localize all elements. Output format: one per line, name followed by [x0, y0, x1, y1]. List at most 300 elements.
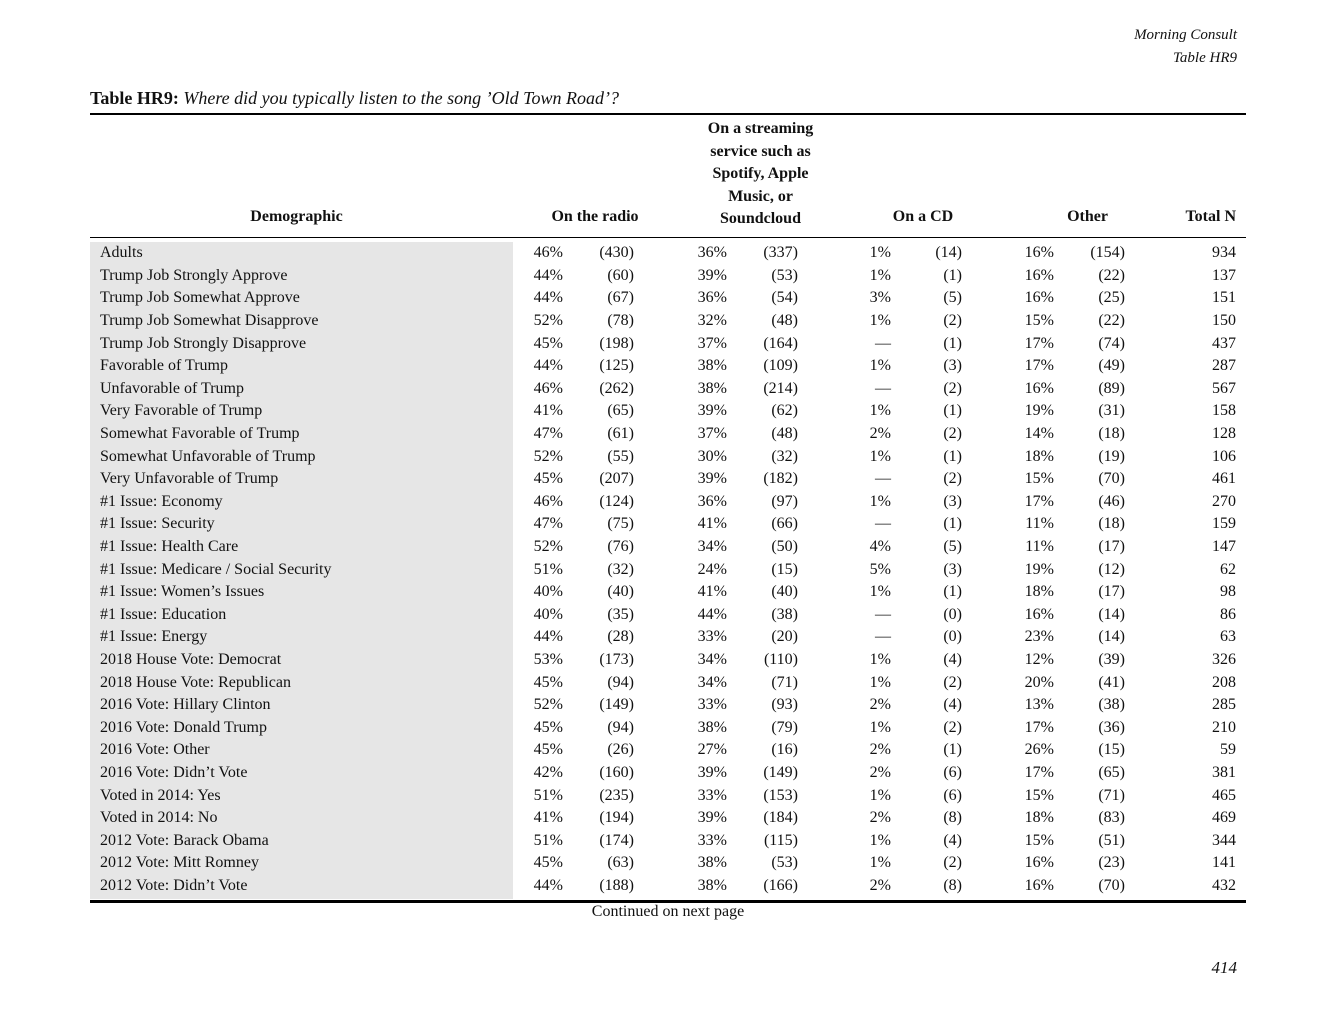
cell-cd-n: (2) — [943, 379, 962, 397]
cell-streaming-n: (48) — [771, 425, 798, 443]
cell-other-pct: 19% — [1024, 560, 1054, 578]
table-row — [90, 355, 1236, 378]
table-row — [90, 491, 1236, 514]
cell-total-n: 465 — [1212, 786, 1236, 804]
cell-other-pct: 17% — [1024, 334, 1054, 352]
cell-radio-n: (207) — [599, 470, 634, 488]
cell-other-pct: 14% — [1024, 425, 1054, 443]
cell-other-n: (49) — [1098, 357, 1125, 375]
page-number: 414 — [1211, 958, 1237, 977]
col-header-streaming — [678, 118, 843, 231]
cell-total-n: 287 — [1212, 357, 1236, 375]
cell-streaming-n: (32) — [771, 447, 798, 465]
cell-demographic: Very Favorable of Trump — [100, 402, 263, 420]
cell-cd-n: (2) — [943, 425, 962, 443]
cell-total-n: 270 — [1212, 492, 1236, 510]
cell-total-n: 137 — [1212, 266, 1236, 284]
cell-demographic: #1 Issue: Security — [100, 515, 215, 533]
cell-cd-n: (3) — [943, 492, 962, 510]
cell-radio-n: (40) — [607, 583, 634, 601]
cell-radio-pct: 44% — [533, 357, 563, 375]
cell-other-pct: 16% — [1024, 876, 1054, 894]
cell-radio-pct: 52% — [533, 447, 563, 465]
cell-other-pct: 16% — [1024, 266, 1054, 284]
continued-note: Continued on next page — [591, 903, 745, 920]
cell-other-pct: 16% — [1024, 379, 1054, 397]
cell-radio-pct: 47% — [533, 425, 563, 443]
cell-streaming-pct: 37% — [697, 334, 727, 352]
cell-streaming-n: (48) — [771, 312, 798, 330]
cell-cd-n: (5) — [943, 538, 962, 556]
cell-total-n: 461 — [1212, 470, 1236, 488]
cell-radio-n: (149) — [599, 696, 634, 714]
cell-other-n: (46) — [1098, 492, 1125, 510]
cell-radio-n: (94) — [607, 718, 634, 736]
cell-radio-n: (173) — [599, 650, 634, 668]
table-row — [90, 310, 1236, 333]
cell-radio-n: (26) — [607, 741, 634, 759]
cell-cd-pct: 1% — [869, 673, 891, 691]
cell-total-n: 432 — [1212, 876, 1236, 894]
cell-cd-pct: 1% — [869, 244, 891, 262]
table-row — [90, 332, 1236, 355]
cell-streaming-pct: 32% — [697, 312, 727, 330]
cell-cd-n: (2) — [943, 718, 962, 736]
cell-cd-n: (0) — [943, 605, 962, 623]
cell-radio-n: (125) — [599, 357, 634, 375]
cell-streaming-n: (153) — [763, 786, 798, 804]
cell-demographic: Voted in 2014: No — [100, 809, 218, 827]
cell-other-pct: 26% — [1024, 741, 1054, 759]
cell-streaming-pct: 36% — [697, 492, 727, 510]
cell-cd-pct: 3% — [869, 289, 891, 307]
col-header-radio: On the radio — [551, 208, 639, 225]
cell-other-n: (17) — [1098, 583, 1125, 601]
cell-radio-n: (235) — [599, 786, 634, 804]
cell-streaming-pct: 44% — [697, 605, 727, 623]
table-row — [90, 581, 1236, 604]
cell-streaming-n: (115) — [763, 831, 798, 849]
cell-cd-n: (1) — [943, 447, 962, 465]
cell-radio-pct: 44% — [533, 876, 563, 894]
cell-other-n: (89) — [1098, 379, 1125, 397]
cell-total-n: 208 — [1212, 673, 1236, 691]
cell-other-pct: 11% — [1025, 538, 1054, 556]
cell-demographic: 2012 Vote: Didn’t Vote — [100, 876, 248, 894]
cell-streaming-pct: 39% — [697, 470, 727, 488]
cell-demographic: Trump Job Strongly Disapprove — [100, 334, 307, 352]
cell-cd-pct: 1% — [869, 583, 891, 601]
cell-streaming-pct: 41% — [697, 515, 727, 533]
cell-radio-n: (194) — [599, 809, 634, 827]
cell-streaming-n: (54) — [771, 289, 798, 307]
cell-cd-pct: 1% — [869, 650, 891, 668]
cell-radio-pct: 46% — [533, 379, 563, 397]
cell-streaming-pct: 38% — [697, 718, 727, 736]
col-header-streaming-line: Spotify, Apple — [712, 165, 809, 182]
cell-cd-pct: — — [875, 628, 891, 646]
cell-cd-pct: 1% — [869, 357, 891, 375]
col-header-streaming-line: Music, or — [728, 187, 793, 205]
cell-radio-pct: 47% — [533, 515, 563, 533]
cell-radio-n: (67) — [607, 289, 634, 307]
cell-radio-pct: 53% — [533, 650, 563, 668]
cell-cd-n: (4) — [943, 696, 962, 714]
cell-other-pct: 17% — [1024, 357, 1054, 375]
cell-cd-n: (6) — [943, 763, 962, 781]
cell-other-n: (74) — [1098, 334, 1125, 352]
cell-cd-pct: 1% — [869, 786, 891, 804]
cell-cd-pct: 1% — [869, 831, 891, 849]
cell-radio-pct: 45% — [533, 334, 563, 352]
cell-streaming-n: (182) — [763, 470, 798, 488]
cell-radio-n: (160) — [599, 763, 634, 781]
cell-cd-n: (3) — [943, 357, 962, 375]
cell-streaming-n: (166) — [763, 876, 798, 894]
table-row — [90, 604, 1236, 627]
cell-other-n: (83) — [1098, 809, 1125, 827]
cell-radio-pct: 52% — [533, 538, 563, 556]
cell-radio-pct: 44% — [533, 628, 563, 646]
cell-demographic: 2016 Vote: Didn’t Vote — [100, 763, 248, 781]
cell-streaming-pct: 33% — [697, 786, 727, 804]
cell-streaming-n: (40) — [771, 583, 798, 601]
cell-cd-n: (8) — [943, 876, 962, 894]
cell-cd-n: (3) — [943, 560, 962, 578]
cell-streaming-pct: 39% — [697, 402, 727, 420]
cell-radio-n: (78) — [607, 312, 634, 330]
cell-total-n: 151 — [1212, 289, 1236, 307]
table-row — [90, 400, 1236, 423]
column-header-row — [90, 118, 1246, 236]
cell-cd-pct: 2% — [869, 741, 891, 759]
cell-other-n: (18) — [1098, 515, 1125, 533]
cell-other-pct: 15% — [1024, 831, 1054, 849]
cell-streaming-n: (50) — [771, 538, 798, 556]
cell-other-pct: 13% — [1024, 696, 1054, 714]
cell-other-pct: 12% — [1024, 650, 1054, 668]
cell-other-n: (14) — [1098, 628, 1125, 646]
cell-total-n: 210 — [1212, 718, 1236, 736]
results-table — [90, 242, 1236, 897]
cell-other-pct: 19% — [1024, 402, 1054, 420]
cell-radio-n: (61) — [607, 425, 634, 443]
cell-total-n: 381 — [1212, 763, 1236, 781]
cell-cd-n: (1) — [943, 266, 962, 284]
cell-total-n: 63 — [1220, 628, 1236, 646]
cell-other-n: (23) — [1098, 854, 1125, 872]
cell-cd-n: (14) — [935, 244, 962, 262]
cell-demographic: Trump Job Strongly Approve — [100, 266, 288, 284]
cell-radio-n: (55) — [607, 447, 634, 465]
cell-total-n: 150 — [1212, 312, 1236, 330]
cell-cd-pct: 1% — [869, 402, 891, 420]
cell-total-n: 437 — [1212, 334, 1236, 352]
cell-total-n: 159 — [1212, 515, 1236, 533]
cell-radio-n: (174) — [599, 831, 634, 849]
cell-other-pct: 17% — [1024, 492, 1054, 510]
cell-demographic: Favorable of Trump — [100, 357, 228, 375]
cell-cd-pct: — — [875, 515, 891, 533]
cell-radio-pct: 46% — [533, 244, 563, 262]
cell-radio-n: (198) — [599, 334, 634, 352]
table-body — [90, 242, 1236, 897]
cell-streaming-pct: 39% — [697, 809, 727, 827]
table-row — [90, 716, 1236, 739]
table-row — [90, 468, 1236, 491]
cell-cd-pct: — — [875, 334, 891, 352]
cell-cd-pct: 2% — [869, 809, 891, 827]
cell-other-n: (38) — [1098, 696, 1125, 714]
cell-other-pct: 20% — [1024, 673, 1054, 691]
cell-cd-pct: 1% — [869, 854, 891, 872]
cell-demographic: Somewhat Favorable of Trump — [100, 425, 300, 443]
cell-streaming-pct: 41% — [697, 583, 727, 601]
cell-other-pct: 17% — [1024, 763, 1054, 781]
cell-demographic: #1 Issue: Education — [100, 605, 227, 623]
cell-streaming-n: (97) — [771, 492, 798, 510]
cell-radio-pct: 51% — [533, 831, 563, 849]
cell-cd-n: (6) — [943, 786, 962, 804]
cell-streaming-pct: 38% — [697, 379, 727, 397]
cell-radio-n: (60) — [607, 266, 634, 284]
cell-cd-n: (2) — [943, 854, 962, 872]
cell-streaming-pct: 34% — [697, 538, 727, 556]
cell-other-n: (71) — [1098, 786, 1125, 804]
cell-streaming-n: (71) — [771, 673, 798, 691]
cell-demographic: 2012 Vote: Barack Obama — [100, 831, 269, 849]
cell-radio-pct: 45% — [533, 854, 563, 872]
cell-cd-n: (1) — [943, 334, 962, 352]
cell-total-n: 326 — [1212, 650, 1236, 668]
cell-radio-n: (63) — [607, 854, 634, 872]
table-id: Table HR9 — [1172, 50, 1237, 66]
cell-cd-pct: 5% — [869, 560, 891, 578]
cell-radio-n: (28) — [607, 628, 634, 646]
cell-total-n: 285 — [1212, 696, 1236, 714]
cell-cd-n: (1) — [943, 515, 962, 533]
table-row — [90, 242, 1236, 265]
cell-radio-pct: 41% — [533, 809, 563, 827]
cell-demographic: Somewhat Unfavorable of Trump — [100, 447, 316, 465]
cell-cd-n: (0) — [943, 628, 962, 646]
cell-radio-pct: 45% — [533, 718, 563, 736]
cell-other-n: (25) — [1098, 289, 1125, 307]
header-rule — [90, 237, 1246, 238]
cell-streaming-n: (79) — [771, 718, 798, 736]
cell-radio-n: (188) — [599, 876, 634, 894]
cell-other-pct: 15% — [1024, 312, 1054, 330]
cell-other-pct: 16% — [1024, 289, 1054, 307]
col-header-streaming-line: service such as — [710, 142, 811, 160]
cell-other-pct: 18% — [1024, 447, 1054, 465]
cell-radio-pct: 44% — [533, 289, 563, 307]
table-row — [90, 875, 1236, 898]
cell-radio-n: (76) — [607, 538, 634, 556]
cell-other-pct: 15% — [1024, 786, 1054, 804]
cell-other-pct: 11% — [1025, 515, 1054, 533]
cell-streaming-n: (53) — [771, 854, 798, 872]
cell-cd-n: (2) — [943, 470, 962, 488]
col-header-streaming-line: On a streaming — [707, 120, 814, 137]
cell-radio-pct: 46% — [533, 492, 563, 510]
cell-other-pct: 23% — [1024, 628, 1054, 646]
cell-streaming-n: (38) — [771, 605, 798, 623]
col-header-demographic: Demographic — [250, 208, 343, 225]
table-row — [90, 445, 1236, 468]
cell-cd-n: (4) — [943, 650, 962, 668]
cell-other-n: (51) — [1098, 831, 1125, 849]
cell-streaming-pct: 34% — [697, 650, 727, 668]
cell-streaming-pct: 38% — [697, 876, 727, 894]
table-row — [90, 807, 1236, 830]
cell-streaming-n: (53) — [771, 266, 798, 284]
cell-other-pct: 17% — [1024, 718, 1054, 736]
table-row — [90, 784, 1236, 807]
cell-streaming-pct: 39% — [697, 763, 727, 781]
cell-streaming-pct: 24% — [697, 560, 727, 578]
top-rule — [90, 113, 1246, 115]
cell-total-n: 106 — [1212, 447, 1236, 465]
cell-streaming-pct: 38% — [697, 357, 727, 375]
cell-radio-pct: 52% — [533, 312, 563, 330]
col-header-other: Other — [1067, 208, 1108, 225]
cell-streaming-n: (337) — [763, 244, 798, 262]
cell-other-n: (22) — [1098, 266, 1125, 284]
cell-streaming-n: (15) — [771, 560, 798, 578]
cell-total-n: 62 — [1220, 560, 1236, 578]
cell-streaming-n: (164) — [763, 334, 798, 352]
cell-other-pct: 16% — [1024, 244, 1054, 262]
cell-radio-n: (75) — [607, 515, 634, 533]
cell-other-n: (17) — [1098, 538, 1125, 556]
cell-streaming-n: (93) — [771, 696, 798, 714]
cell-streaming-pct: 36% — [697, 289, 727, 307]
cell-other-pct: 16% — [1024, 854, 1054, 872]
cell-streaming-n: (184) — [763, 809, 798, 827]
cell-total-n: 98 — [1220, 583, 1236, 601]
cell-other-n: (14) — [1098, 605, 1125, 623]
cell-cd-n: (1) — [943, 402, 962, 420]
cell-cd-n: (5) — [943, 289, 962, 307]
cell-other-n: (154) — [1090, 244, 1125, 262]
cell-other-pct: 18% — [1024, 809, 1054, 827]
cell-cd-pct: 1% — [869, 718, 891, 736]
col-header-cd: On a CD — [892, 208, 954, 225]
table-row — [90, 513, 1236, 536]
table-row — [90, 739, 1236, 762]
cell-cd-pct: 4% — [869, 538, 891, 556]
cell-radio-n: (35) — [607, 605, 634, 623]
cell-radio-pct: 51% — [533, 560, 563, 578]
cell-radio-pct: 45% — [533, 470, 563, 488]
cell-cd-n: (1) — [943, 583, 962, 601]
cell-cd-pct: 1% — [869, 447, 891, 465]
cell-streaming-n: (214) — [763, 379, 798, 397]
table-row — [90, 265, 1236, 288]
cell-demographic: 2018 House Vote: Republican — [100, 673, 291, 691]
cell-total-n: 141 — [1212, 854, 1236, 872]
cell-other-n: (41) — [1098, 673, 1125, 691]
cell-other-n: (39) — [1098, 650, 1125, 668]
cell-demographic: 2016 Vote: Other — [100, 741, 210, 759]
cell-demographic: 2016 Vote: Donald Trump — [100, 718, 267, 736]
cell-other-n: (12) — [1098, 560, 1125, 578]
cell-total-n: 158 — [1212, 402, 1236, 420]
cell-streaming-pct: 38% — [697, 854, 727, 872]
cell-demographic: #1 Issue: Health Care — [100, 538, 239, 556]
cell-radio-n: (65) — [607, 402, 634, 420]
cell-radio-pct: 40% — [533, 605, 563, 623]
table-row — [90, 649, 1236, 672]
cell-cd-pct: — — [875, 379, 891, 397]
table-title-question: Where did you typically listen to the song ’Old Town Road’? — [183, 88, 619, 108]
cell-total-n: 59 — [1220, 741, 1236, 759]
cell-radio-pct: 51% — [533, 786, 563, 804]
cell-radio-pct: 45% — [533, 673, 563, 691]
cell-other-n: (70) — [1098, 470, 1125, 488]
cell-demographic: #1 Issue: Women’s Issues — [100, 583, 265, 601]
cell-radio-pct: 41% — [533, 402, 563, 420]
cell-total-n: 469 — [1212, 809, 1236, 827]
cell-demographic: Very Unfavorable of Trump — [100, 470, 279, 488]
cell-streaming-n: (66) — [771, 515, 798, 533]
cell-streaming-pct: 33% — [697, 628, 727, 646]
table-row — [90, 762, 1236, 785]
cell-other-n: (36) — [1098, 718, 1125, 736]
cell-streaming-pct: 34% — [697, 673, 727, 691]
table-row — [90, 423, 1236, 446]
table-title — [90, 88, 619, 109]
table-row — [90, 852, 1236, 875]
cell-demographic: Unfavorable of Trump — [100, 379, 244, 397]
cell-demographic: Trump Job Somewhat Disapprove — [100, 312, 319, 330]
cell-demographic: Voted in 2014: Yes — [100, 786, 221, 804]
cell-other-n: (65) — [1098, 763, 1125, 781]
cell-streaming-pct: 36% — [697, 244, 727, 262]
cell-demographic: 2012 Vote: Mitt Romney — [100, 854, 259, 872]
cell-other-pct: 18% — [1024, 583, 1054, 601]
cell-demographic: 2016 Vote: Hillary Clinton — [100, 696, 271, 714]
table-row — [90, 558, 1236, 581]
cell-streaming-pct: 33% — [697, 831, 727, 849]
cell-radio-n: (262) — [599, 379, 634, 397]
cell-streaming-n: (20) — [771, 628, 798, 646]
cell-radio-pct: 42% — [533, 763, 563, 781]
cell-other-n: (31) — [1098, 402, 1125, 420]
cell-streaming-n: (109) — [763, 357, 798, 375]
cell-cd-n: (2) — [943, 312, 962, 330]
cell-cd-pct: 2% — [869, 876, 891, 894]
cell-radio-n: (124) — [599, 492, 634, 510]
cell-demographic: #1 Issue: Economy — [100, 492, 223, 510]
cell-total-n: 128 — [1212, 425, 1236, 443]
table-row — [90, 378, 1236, 401]
cell-demographic: Trump Job Somewhat Approve — [100, 289, 300, 307]
table-row — [90, 694, 1236, 717]
cell-cd-n: (4) — [943, 831, 962, 849]
cell-other-pct: 15% — [1024, 470, 1054, 488]
table-row — [90, 671, 1236, 694]
cell-radio-pct: 45% — [533, 741, 563, 759]
cell-total-n: 147 — [1212, 538, 1236, 556]
cell-streaming-pct: 37% — [697, 425, 727, 443]
cell-radio-n: (32) — [607, 560, 634, 578]
cell-streaming-n: (62) — [771, 402, 798, 420]
cell-radio-pct: 44% — [533, 266, 563, 284]
cell-other-n: (70) — [1098, 876, 1125, 894]
cell-total-n: 86 — [1220, 605, 1236, 623]
